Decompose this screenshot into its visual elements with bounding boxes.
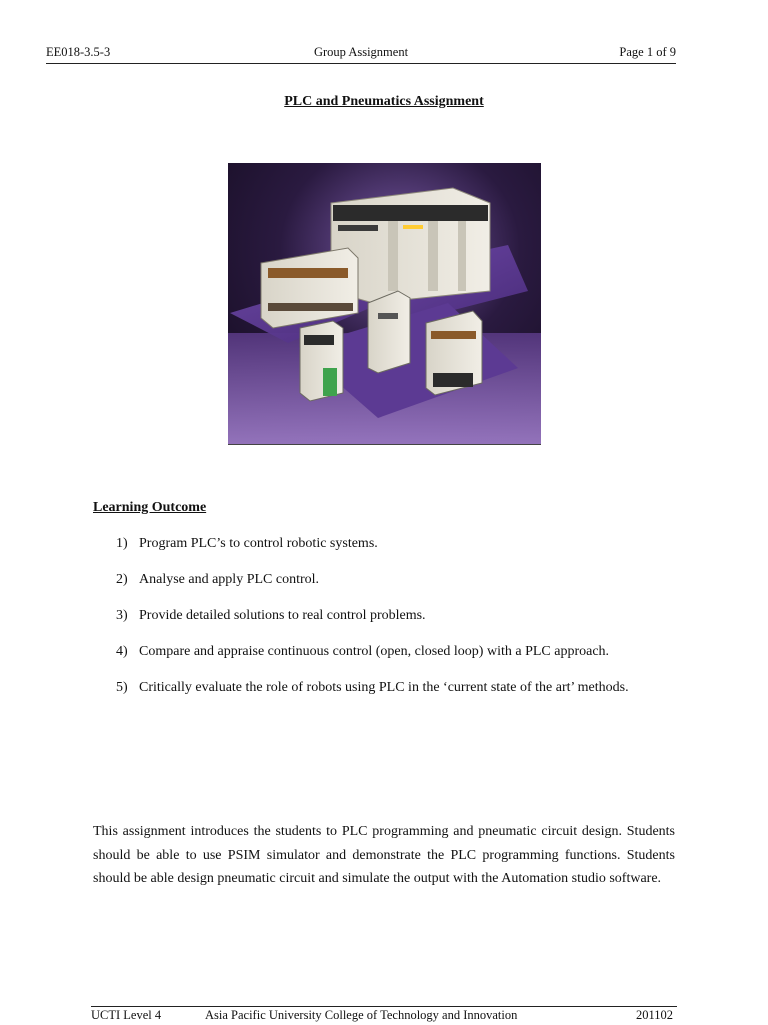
list-item-number: 5) [116,680,128,695]
footer-code: 201102 [635,1008,673,1022]
learning-outcome-list [116,535,696,715]
document-code: EE018-3.5-3 [46,45,111,59]
learning-outcome-heading: Learning Outcome [93,500,207,515]
list-item-text: Analyse and apply PLC control. [139,572,320,587]
list-item-number: 3) [116,608,128,623]
intro-paragraph: This assignment introduces the students to PLC programming and pneumatic circuit design. Students should be able to use PSIM simulator and demonstrate the PLC programming functions. Students should be able design pneumatic circuit and simulate the output with the Automation studio software. [93,824,675,886]
list-item-text: Provide detailed solutions to real control problems. [139,608,426,623]
list-item-text: Compare and appraise continuous control (open, closed loop) with a PLC approach. [139,644,610,659]
footer-level: UCTI Level 4 [91,1008,162,1022]
list-item-number: 4) [116,644,128,659]
list-item [116,571,696,588]
plc-photo-illustration [228,163,541,444]
list-item [116,607,696,624]
list-item-number: 2) [116,572,128,587]
plc-hardware-photo [228,163,541,445]
list-item-text: Critically evaluate the role of robots using PLC in the ‘current state of the art’ methods. [139,680,629,695]
page-number: Page 1 of 9 [619,45,676,59]
page-header [46,45,676,64]
document-title: PLC and Pneumatics Assignment [284,94,484,109]
list-item-number: 1) [116,536,128,551]
list-item [116,643,696,660]
header-title: Group Assignment [313,45,409,59]
list-item [116,679,696,696]
footer-institution: Asia Pacific University College of Technology and Innovation [205,1008,518,1022]
list-item [116,535,696,552]
list-item-text: Program PLC’s to control robotic systems. [139,536,378,551]
page-footer [91,1006,677,1025]
